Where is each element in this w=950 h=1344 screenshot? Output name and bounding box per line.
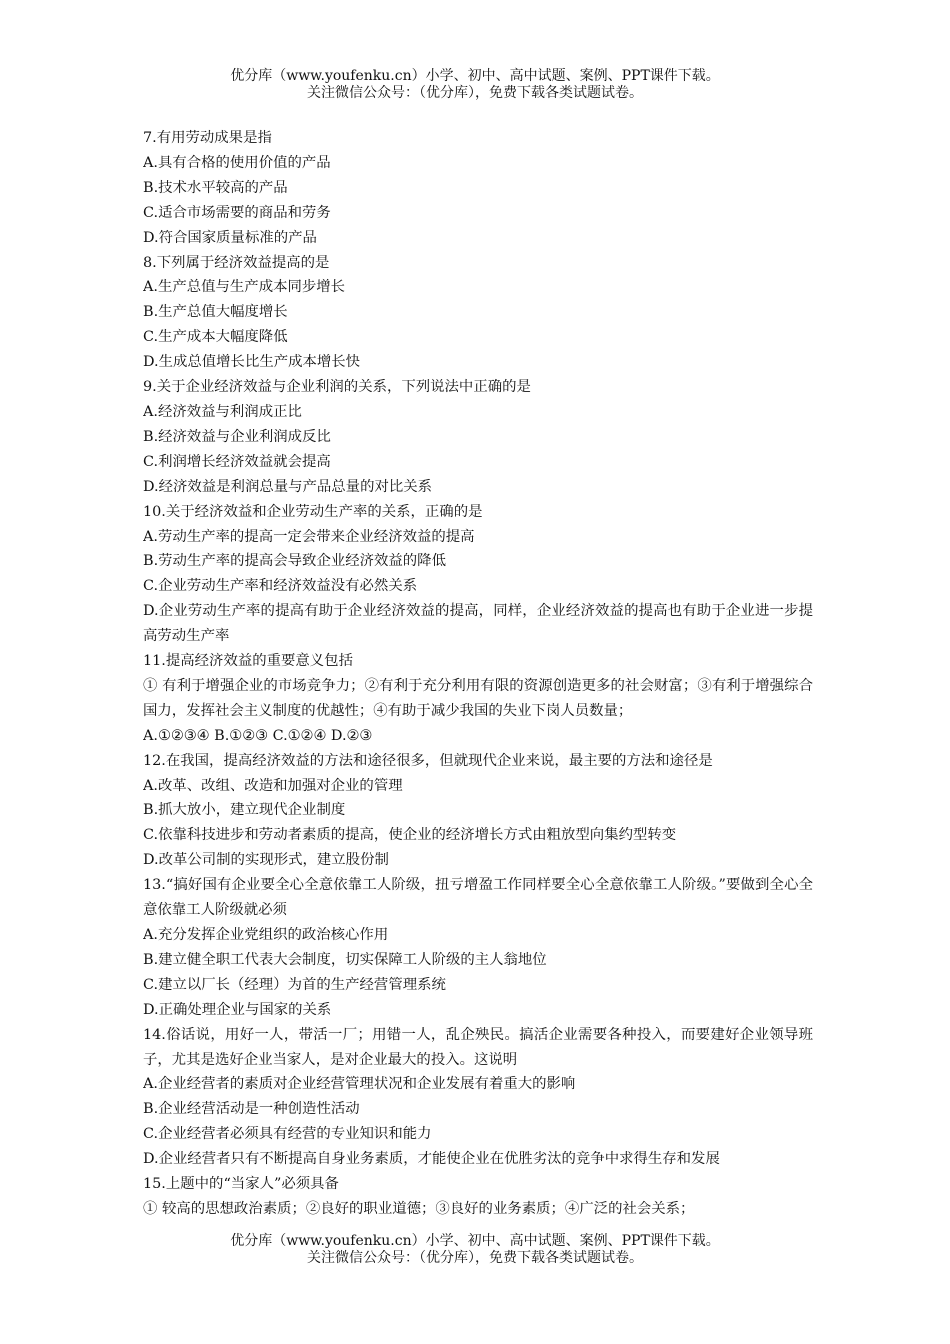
option-c: C.利润增长经济效益就会提高 xyxy=(143,453,331,470)
option-b: B.建立健全职工代表大会制度，切实保障工人阶级的主人翁地位 xyxy=(143,951,547,968)
option-a: A.企业经营者的素质对企业经营管理状况和企业发展有着重大的影响 xyxy=(143,1076,576,1093)
question-statement: ① 有利于增强企业的市场竞争力；②有利于充分利用有限的资源创造更多的社会财富；③有利于增强综合国力，发挥社会主义制度的优越性；④有助于减少我国的失业下岗人员数量； xyxy=(143,677,813,719)
footer-line-2: 关注微信公众号：（优分库），免费下载各类试题试卷。 xyxy=(307,1250,643,1266)
option-c: C.依靠科技进步和劳动者素质的提高，使企业的经济增长方式由粗放型向集约型转变 xyxy=(143,827,677,844)
option-c: C.建立以厂长（经理）为首的生产经营管理系统 xyxy=(143,976,446,993)
question-stem: 15.上题中的“当家人”必须具备 xyxy=(143,1176,339,1193)
option-c: C.生产成本大幅度降低 xyxy=(143,329,288,346)
header-line-1: 优分库（www.youfenku.cn）小学、初中、高中试题、案例、PPT课件下载。 xyxy=(230,68,720,84)
question-list xyxy=(143,126,813,1222)
option-a: A.生产总值与生产成本同步增长 xyxy=(143,279,346,296)
option-c: C.适合市场需要的商品和劳务 xyxy=(143,204,331,221)
question-stem: 12.在我国，提高经济效益的方法和途径很多，但就现代企业来说，最主要的方法和途径是 xyxy=(143,752,713,769)
question-stem: 7.有用劳动成果是指 xyxy=(143,130,272,146)
option-b: B.劳动生产率的提高会导致企业经济效益的降低 xyxy=(143,553,446,570)
page-footer xyxy=(0,1233,950,1267)
option-c: C.企业经营者必须具有经营的专业知识和能力 xyxy=(143,1126,432,1143)
answer-choices: A.①②③④ B.①②③ C.①②④ D.②③ xyxy=(143,727,373,744)
option-d: D.经济效益是利润总量与产品总量的对比关系 xyxy=(143,478,433,495)
option-a: A.改革、改组、改造和加强对企业的管理 xyxy=(143,777,403,794)
option-d: D.企业经营者只有不断提高自身业务素质，才能使企业在优胜劣汰的竞争中求得生存和发展 xyxy=(143,1151,720,1168)
option-d: D.改革公司制的实现形式，建立股份制 xyxy=(143,852,389,869)
question-statement: ① 较高的思想政治素质；②良好的职业道德；③良好的业务素质；④广泛的社会关系； xyxy=(143,1200,695,1217)
option-b: B.抓大放小，建立现代企业制度 xyxy=(143,802,346,819)
option-c: C.企业劳动生产率和经济效益没有必然关系 xyxy=(143,578,418,595)
option-b: B.企业经营活动是一种创造性活动 xyxy=(143,1101,360,1118)
question-stem: 11.提高经济效益的重要意义包括 xyxy=(143,653,353,670)
question-stem: 8.下列属于经济效益提高的是 xyxy=(143,254,330,271)
option-d: D.企业劳动生产率的提高有助于企业经济效益的提高，同样，企业经济效益的提高也有助于企业进一步提高劳动生产率 xyxy=(143,603,813,645)
question-stem: 13.“搞好国有企业要全心全意依靠工人阶级，扭亏增盈工作同样要全心全意依靠工人阶级。”要做到全心全意依靠工人阶级就必须 xyxy=(143,877,813,919)
option-d: D.正确处理企业与国家的关系 xyxy=(143,1001,332,1018)
option-b: B.生产总值大幅度增长 xyxy=(143,304,288,321)
option-b: B.技术水平较高的产品 xyxy=(143,179,288,196)
option-a: A.充分发挥企业党组织的政治核心作用 xyxy=(143,927,389,943)
option-a: A.经济效益与利润成正比 xyxy=(143,403,302,420)
option-d: D.符合国家质量标准的产品 xyxy=(143,229,317,246)
option-b: B.经济效益与企业利润成反比 xyxy=(143,428,331,445)
question-stem: 9.关于企业经济效益与企业利润的关系，下列说法中正确的是 xyxy=(143,379,531,396)
question-stem: 10.关于经济效益和企业劳动生产率的关系，正确的是 xyxy=(143,503,483,520)
page-header xyxy=(0,68,950,102)
header-line-2: 关注微信公众号：（优分库），免费下载各类试题试卷。 xyxy=(307,85,643,101)
question-stem: 14.俗话说，用好一人，带活一厂；用错一人，乱企殃民。搞活企业需要各种投入，而要建好企业领导班子，尤其是选好企业当家人，是对企业最大的投入。这说明 xyxy=(143,1026,813,1068)
option-d: D.生成总值增长比生产成本增长快 xyxy=(143,354,361,371)
footer-line-1: 优分库（www.youfenku.cn）小学、初中、高中试题、案例、PPT课件下载。 xyxy=(230,1233,720,1249)
option-a: A.具有合格的使用价值的产品 xyxy=(143,154,331,171)
option-a: A.劳动生产率的提高一定会带来企业经济效益的提高 xyxy=(143,528,475,545)
